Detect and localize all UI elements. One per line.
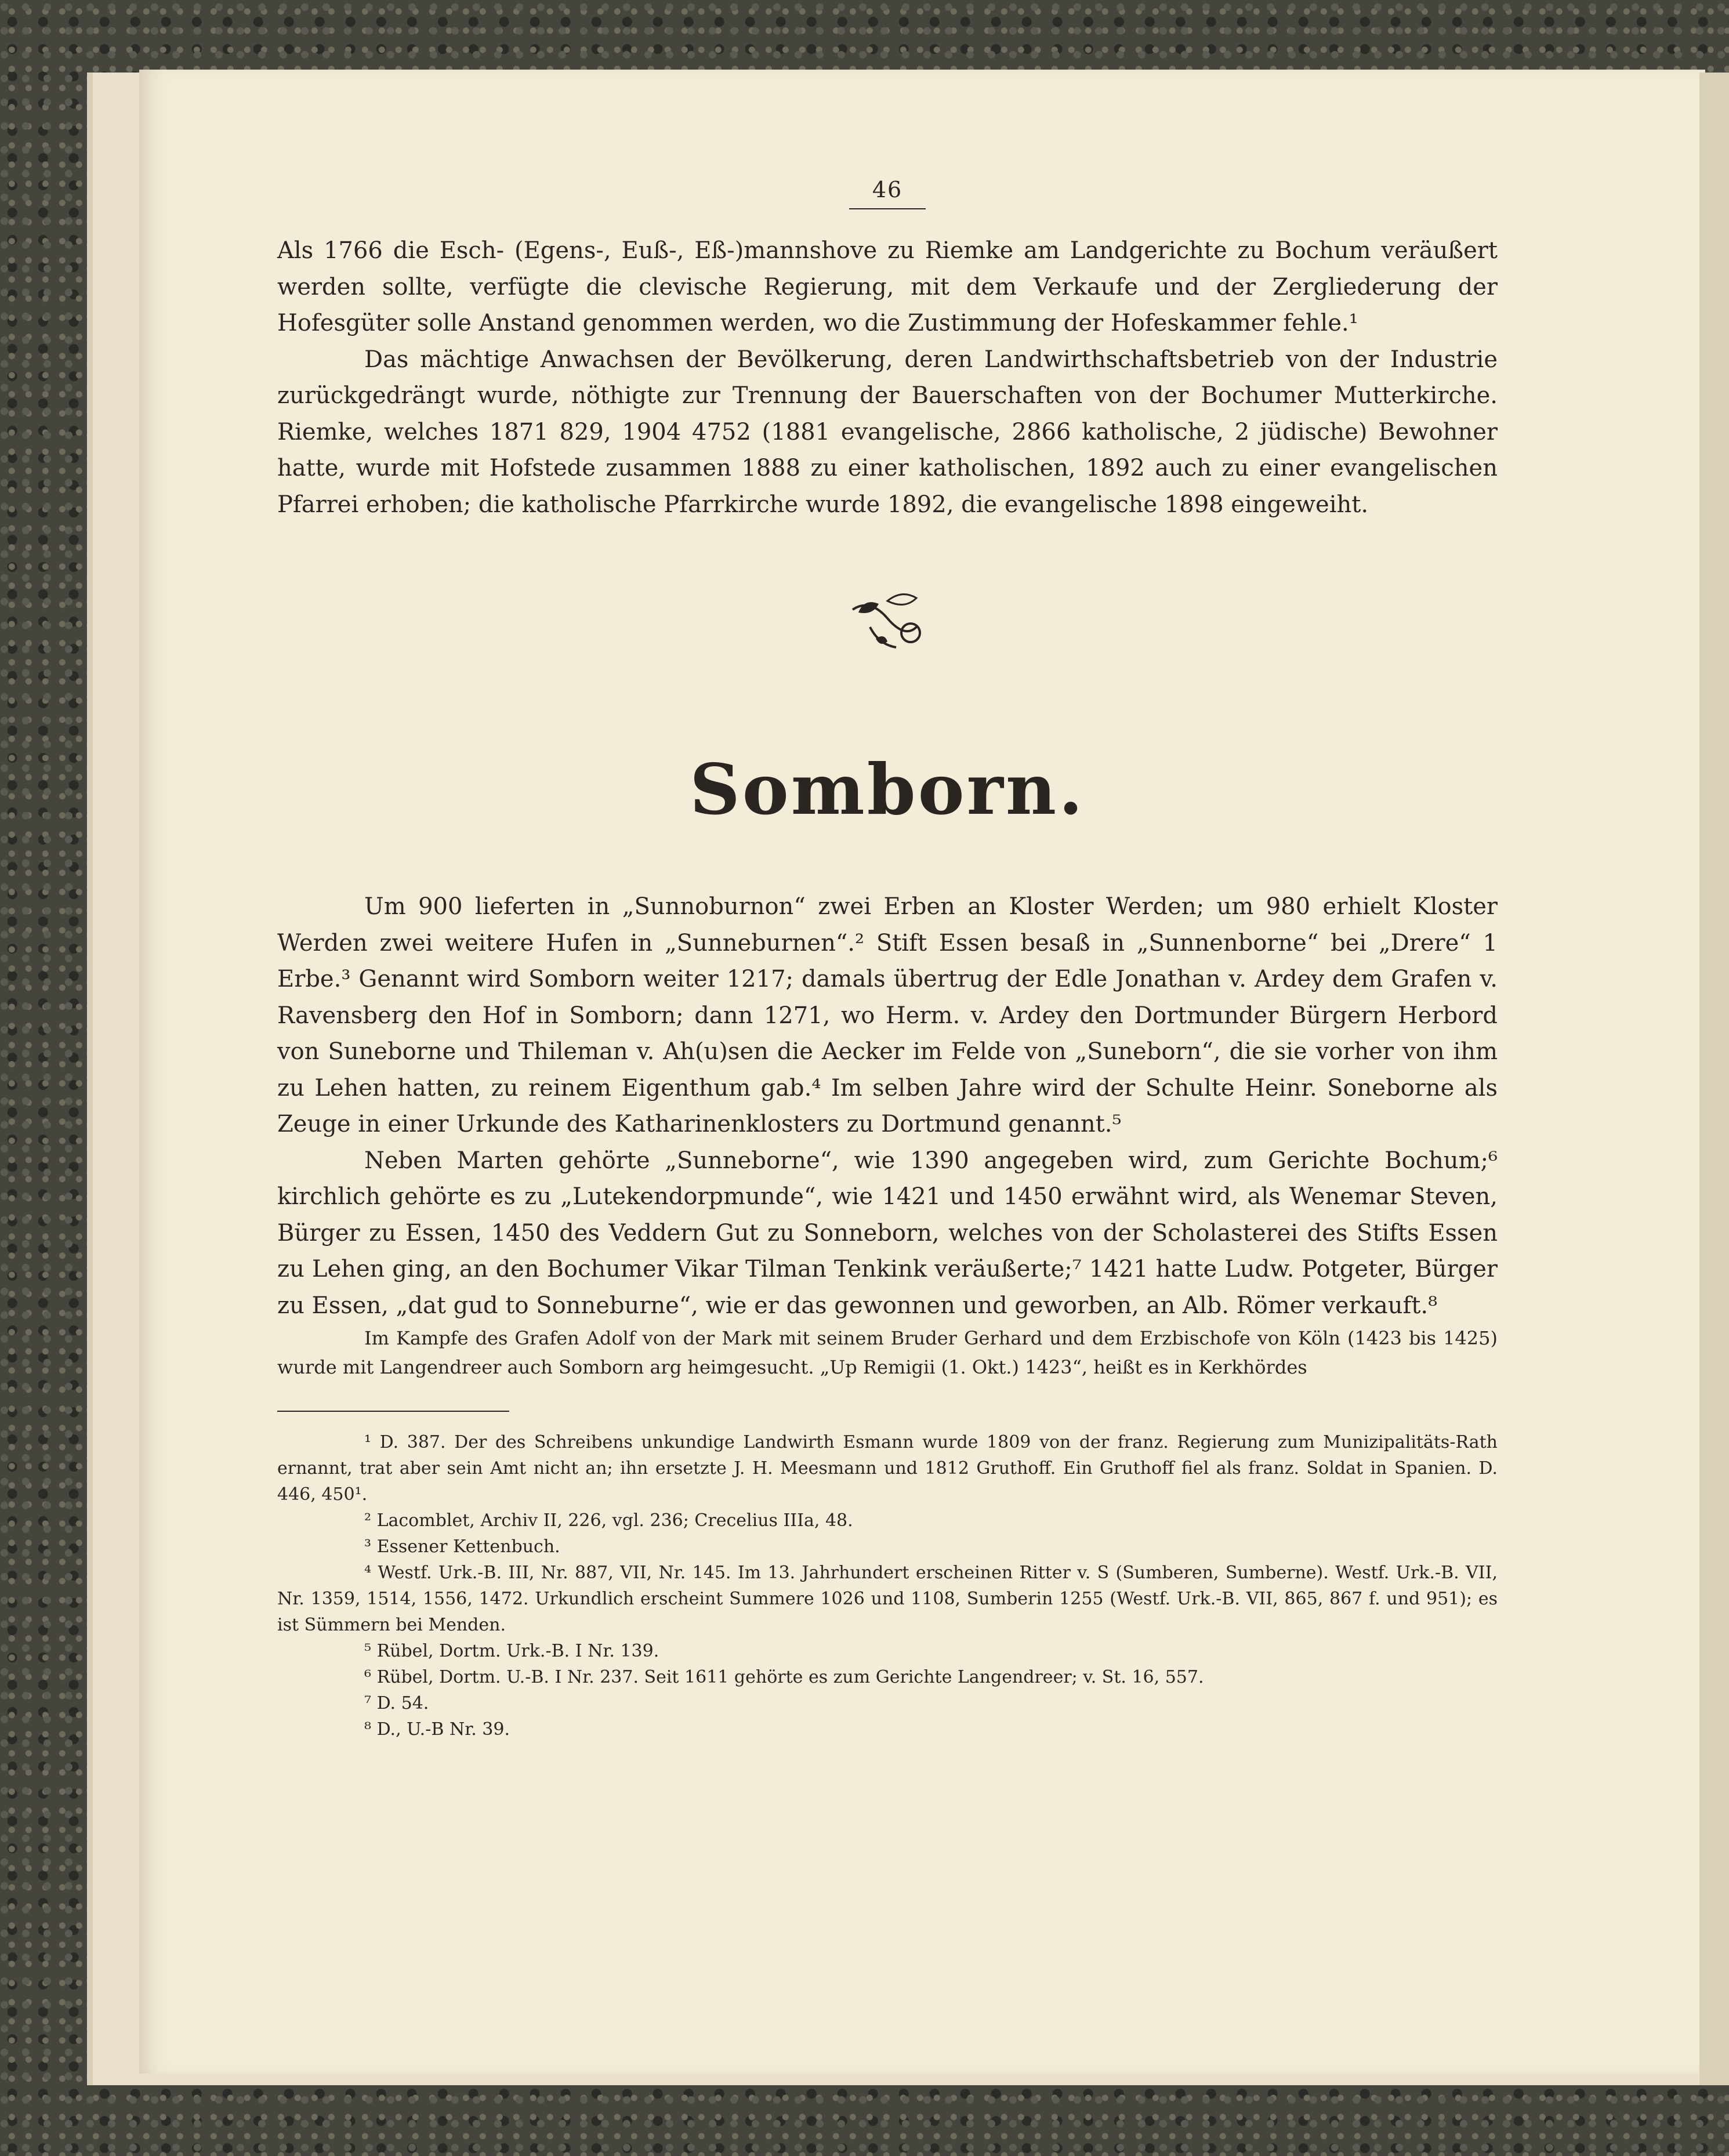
floral-ornament-icon — [847, 586, 928, 656]
page-number: 46 — [277, 177, 1498, 209]
footnote: ⁷ D. 54. — [364, 1693, 429, 1713]
section-title: Somborn. — [690, 749, 1085, 831]
footnote: ⁶ Rübel, Dortm. U.-B. I Nr. 237. Seit 1611 gehörte es zum Gerichte Langendreer; v. St. 16, 557. — [364, 1667, 1204, 1687]
small-paragraph: Im Kampfe des Grafen Adolf von der Mark mit seinem Bruder Gerhard und dem Erzbischofe von Köln (1423 bis 1425) wurde mit Langendreer auch Somborn arg heimgesucht. „Up Remigii (1. Okt.) 1423“, heißt es in Kerkhördes — [277, 1327, 1498, 1378]
footnote: ¹ D. 387. Der des Schreibens unkundige Landwirth Esmann wurde 1809 von der franz. Regierung zum Munizipalitäts-Rath ernannt, trat aber sein Amt nicht an; ihn ersetzte J. H. Meesmann und 1812 Gruthoff. Ein Gruthoff fiel als franz. Soldat in Spanien. D. 446, 450¹. — [277, 1432, 1498, 1505]
paragraph: Das mächtige Anwachsen der Bevölkerung, deren Landwirthschaftsbetrieb von der Industrie zurückgedrängt wurde, nöthigte zur Trennung der Bauerschaften von der Bochumer Mutterkirche. Riemke, welches 1871 829, 1904 4752 (1881 evangelische, 2866 katholische, 2 jüdische) Bewohner hatte, wurde mit Hofstede zusammen 1888 zu einer katholischen, 1892 auch zu einer evangelischen Pfarrei erhoben; die katholische Pfarrkirche wurde 1892, die evangelische 1898 eingeweiht. — [277, 346, 1498, 518]
footnote: ⁴ Westf. Urk.-B. III, Nr. 887, VII, Nr. 145. Im 13. Jahrhundert erscheinen Ritter v. S (Sumberen, Sumberne). Westf. Urk.-B. VII, Nr. 1359, 1514, 1556, 1472. Urkundlich erscheint Summere 1026 und 1108, Sumberin 1255 (Westf. Urk.-B. VII, 865, 867 f. und 951); es ist Sümmern bei Menden. — [277, 1563, 1498, 1635]
page-content — [277, 177, 1498, 1742]
footnote: ⁵ Rübel, Dortm. Urk.-B. I Nr. 139. — [364, 1641, 659, 1661]
footnote: ⁸ D., U.-B Nr. 39. — [364, 1719, 510, 1740]
footnote: ² Lacomblet, Archiv II, 226, vgl. 236; Crecelius IIIa, 48. — [364, 1510, 853, 1531]
footnote-rule — [277, 1411, 509, 1412]
paragraph: Neben Marten gehörte „Sunneborne“, wie 1390 angegeben wird, zum Gerichte Bochum;⁶ kirchlich gehörte es zu „Lutekendorpmunde“, wie 1421 und 1450 erwähnt wird, als Wenemar Steven, Bürger zu Essen, 1450 des Veddern Gut zu Sonneborn, welches von der Scholasterei des Stifts Essen zu Lehen ging, an den Bochumer Vikar Tilman Tenkink veräußerte;⁷ 1421 hatte Ludw. Potgeter, Bürger zu Essen, „dat gud to Sonneburne“, wie er das gewonnen und geworben, an Alb. Römer verkauft.⁸ — [277, 1147, 1498, 1319]
page-right-edge — [1699, 73, 1729, 2085]
paragraph: Um 900 lieferten in „Sunnoburnon“ zwei Erben an Kloster Werden; um 980 erhielt Kloster Werden zwei weitere Hufen in „Sunneburnen“.² Stift Essen besaß in „Sunnenborne“ bei „Drere“ 1 Erbe.³ Genannt wird Somborn weiter 1217; damals übertrug der Edle Jonathan v. Ardey dem Grafen v. Ravensberg den Hof in Somborn; dann 1271, wo Herm. v. Ardey den Dortmunder Bürgern Herbord von Suneborne und Thileman v. Ah(u)sen die Aecker im Felde von „Suneborn“, die sie vorher von ihm zu Lehen hatten, zu reinem Eigenthum gab.⁴ Im selben Jahre wird der Schulte Heinr. Soneborne als Zeuge in einer Urkunde des Katharinenklosters zu Dortmund genannt.⁵ — [277, 893, 1498, 1137]
paragraph: Als 1766 die Esch- (Egens-, Euß-, Eß-)mannshove zu Riemke am Landgerichte zu Bochum veräußert werden sollte, verfügte die clevische Regierung, mit dem Verkaufe und der Zergliederung der Hofesgüter solle Anstand genommen werden, wo die Zustimmung der Hofeskammer fehle.¹ — [277, 237, 1498, 336]
footnote: ³ Essener Kettenbuch. — [364, 1537, 560, 1557]
